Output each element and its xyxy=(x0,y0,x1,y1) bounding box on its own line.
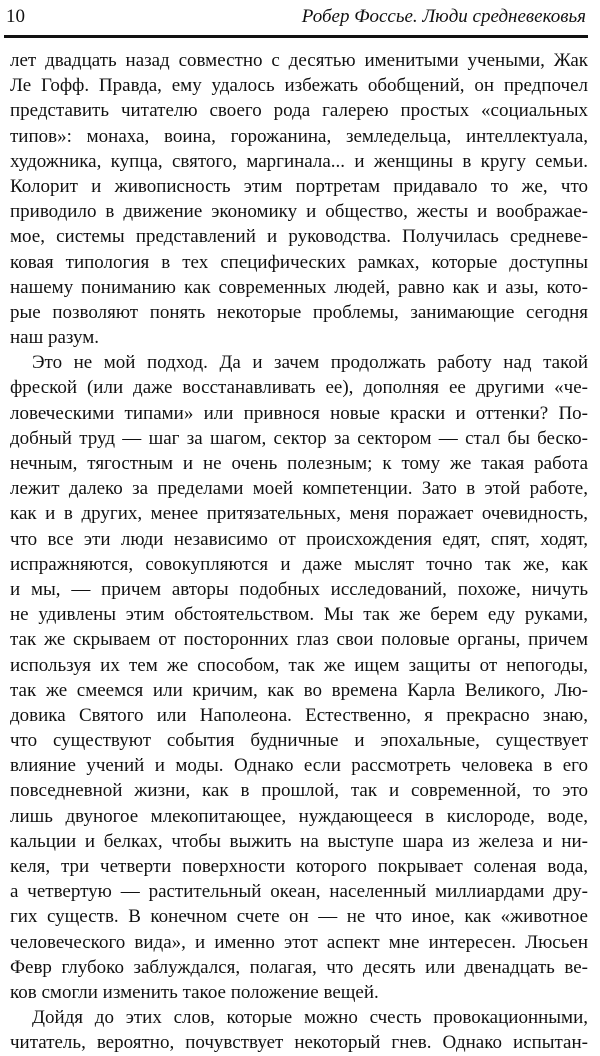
text-line: Февр глубоко заблуждался, полагая, что десять или двенадцать ве- xyxy=(10,956,588,978)
text-line: испражняются, совокупляются и даже мыслят точно так же, как xyxy=(10,553,588,575)
text-line: нашему пониманию как современных людей, равно как и азы, кото- xyxy=(10,276,588,298)
header-rule xyxy=(4,35,588,38)
text-line: читатель, вероятно, почувствует некоторый гнев. Однако испытан- xyxy=(10,1032,588,1054)
text-line: как и в других, менее притязательных, меня поражает очевидность, xyxy=(10,503,588,525)
text-line: рые позволяют понять некоторые проблемы, занимающие сегодня xyxy=(10,301,588,323)
text-line: мое, системы представлений и руководства. Получилась средневе- xyxy=(10,226,588,248)
text-line: келя, три четверти поверхности которого покрывает соленая вода, xyxy=(10,856,588,877)
text-line: ковая типология в тех специфических рамках, которые доступны xyxy=(10,251,588,273)
text-line: лежит далеко за пределами моей компетенции. Зато в этой работе, xyxy=(10,478,588,500)
text-line: а четвертую — растительный океан, населенный миллиардами дру- xyxy=(10,881,588,903)
text-line: типов»: монаха, воина, горожанина, земледельца, интеллектуала, xyxy=(10,125,588,147)
text-line: Колорит и живописность этим портретам придавало то же, что xyxy=(10,175,588,197)
text-line: кальции и белках, чтобы выжить на выступе шара из железа и ни- xyxy=(10,830,588,852)
text-line: Ле Гофф. Правда, ему удалось избежать обобщений, он предпочел xyxy=(10,75,588,97)
text-line: наш разум. xyxy=(10,327,100,349)
text-line: лишь двуногое млекопитающее, нуждающееся в кислороде, воде, xyxy=(10,805,588,827)
text-line: добный труд — шаг за шагом, сектор за сектором — стал бы беско- xyxy=(10,427,588,449)
text-line: используя их тем же способом, так же ищем защиты от непогоды, xyxy=(10,654,588,676)
text-line: довика Святого или Наполеона. Естественно, я прекрасно знаю, xyxy=(10,704,588,726)
text-line: гих существ. В конечном счете он — не что иное, как «животное xyxy=(10,906,588,928)
text-line: Дойдя до этих слов, которые можно счесть провокационными, xyxy=(32,1007,588,1029)
text-line: влияние учений и моды. Однако если рассмотреть человека в его xyxy=(10,755,588,777)
text-line: ков смогли изменить такое положение вещей. xyxy=(10,981,379,1003)
text-line: что все эти люди независимо от происхождения едят, спят, ходят, xyxy=(10,528,588,550)
text-line: художника, купца, святого, маргинала... и женщины в кругу семьи. xyxy=(10,150,588,172)
text-line: представить читателю своего рода галерею простых «социальных xyxy=(10,100,588,122)
text-line: нечным, тягостным и не очень полезным; к тому же такая работа xyxy=(10,453,588,474)
text-line: приводило в движение экономику и общество, жесты и воображае- xyxy=(10,201,588,223)
running-head: Робер Фоссье. Люди средневековья xyxy=(301,6,586,27)
text-line: так же смеемся или кричим, как во времена Карла Великого, Лю- xyxy=(10,679,588,701)
page-number: 10 xyxy=(6,6,25,27)
text-line: не удивлены этим обстоятельством. Мы так же берем еду руками, xyxy=(10,604,588,626)
text-line: фреской (или даже восстанавливать ее), дополняя ее другими «че- xyxy=(10,377,588,399)
text-line: лет двадцать назад совместно с десятью именитыми учеными, Жак xyxy=(10,50,588,71)
body-text xyxy=(10,48,588,1056)
text-line: ловеческими типами» или привнося новые краски и оттенки? По- xyxy=(10,402,588,424)
text-line: и мы, — причем авторы подобных исследований, похоже, ничуть xyxy=(10,578,588,600)
text-line: так же скрываем от посторонних глаз свои половые органы, причем xyxy=(10,629,588,651)
text-line: что существуют события будничные и эпохальные, существует xyxy=(10,730,588,752)
text-line: повседневной жизни, как в прошлой, так и современной, то это xyxy=(10,780,588,802)
text-line: Это не мой подход. Да и зачем продолжать работу над такой xyxy=(32,352,588,374)
text-line: человеческого вида», и именно этот аспект мне интересен. Люсьен xyxy=(10,931,588,953)
